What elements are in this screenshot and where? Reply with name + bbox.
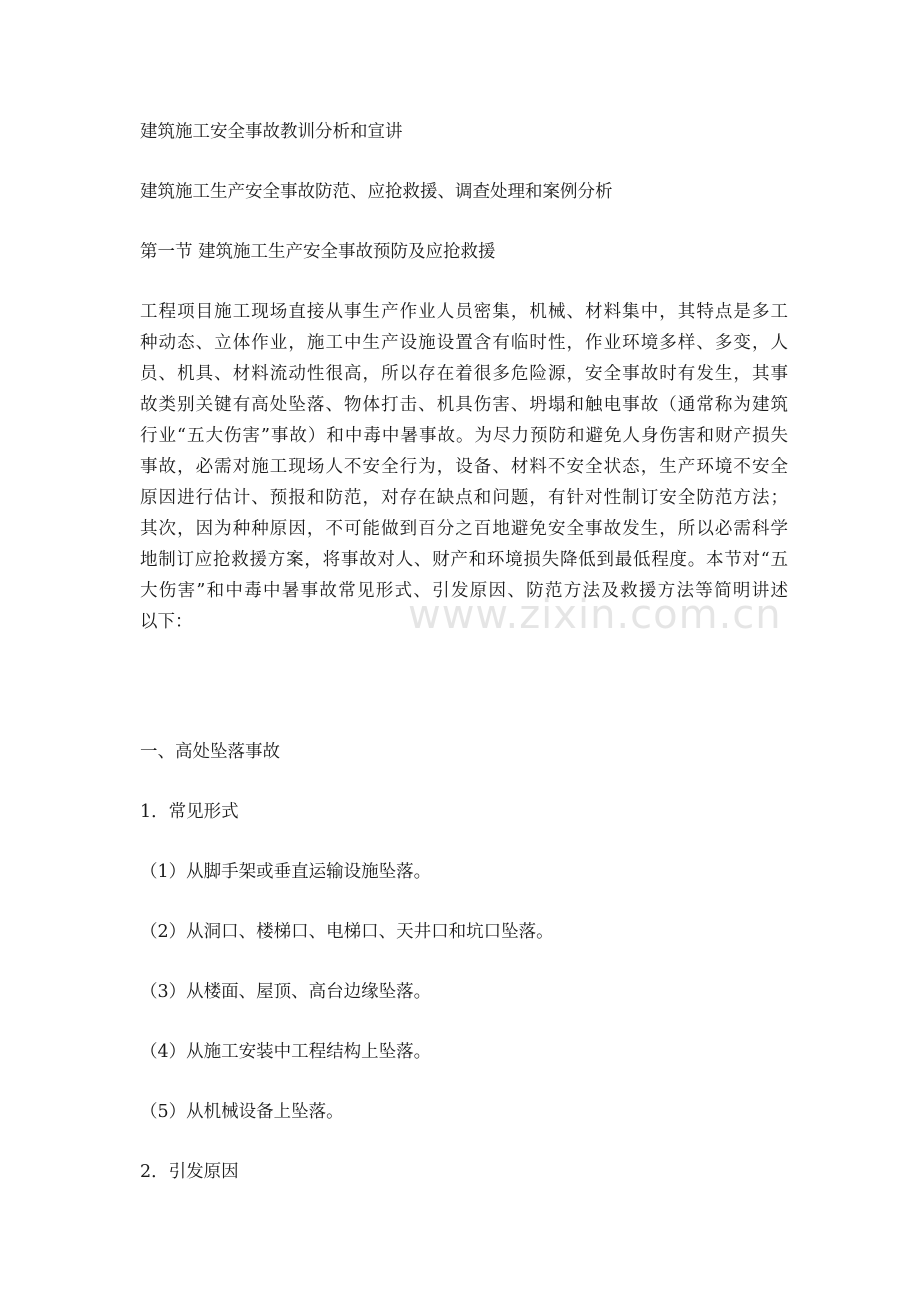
list-item: （5）从机械设备上坠落。 bbox=[140, 1102, 344, 1122]
list-item: （2）从洞口、楼梯口、电梯口、天井口和坑口坠落。 bbox=[140, 922, 554, 942]
watermark: www.zixin.com.cn bbox=[408, 592, 782, 638]
subheading-common-forms: 1．常见形式 bbox=[140, 802, 239, 822]
paragraph-line: 故类别关键有高处坠落、物体打击、机具伤害、坍塌和触电事故（通常称为建筑 bbox=[140, 395, 788, 415]
list-item: （4）从施工安装中工程结构上坠落。 bbox=[140, 1042, 432, 1062]
paragraph-line: 以下： bbox=[140, 612, 193, 632]
paragraph-line: 地制订应抢救援方案，将事故对人、财产和环境损失降低到最低程度。本节对“五 bbox=[140, 550, 788, 570]
paragraph-line: 员、机具、材料流动性很高，所以存在着很多危险源，安全事故时有发生，其事 bbox=[140, 364, 788, 384]
list-item: （1）从脚手架或垂直运输设施坠落。 bbox=[140, 862, 432, 882]
paragraph-line: 种动态、立体作业，施工中生产设施设置含有临时性，作业环境多样、多变，人 bbox=[140, 333, 788, 353]
paragraph-line: 其次，因为种种原因，不可能做到百分之百地避免安全事故发生，所以必需科学 bbox=[140, 519, 788, 539]
paragraph-line: 行业“五大伤害”事故）和中毒中暑事故。为尽力预防和避免人身伤害和财产损失 bbox=[140, 426, 788, 446]
subheading-causes: 2．引发原因 bbox=[140, 1162, 239, 1182]
intro-paragraph bbox=[140, 297, 788, 638]
paragraph-line: 工程项目施工现场直接从事生产作业人员密集，机械、材料集中，其特点是多工 bbox=[140, 302, 788, 322]
document-subtitle: 建筑施工生产安全事故防范、应抢救援、调查处理和案例分析 bbox=[140, 182, 613, 202]
paragraph-line: 原因进行估计、预报和防范，对存在缺点和问题，有针对性制订安全防范方法； bbox=[140, 488, 788, 508]
paragraph-line: 事故，必需对施工现场人不安全行为，设备、材料不安全状态，生产环境不安全 bbox=[140, 457, 788, 477]
paragraph-line: 大伤害”和中毒中暑事故常见形式、引发原因、防范方法及救援方法等简明讲述 bbox=[140, 581, 788, 601]
section-heading: 第一节 建筑施工生产安全事故预防及应抢救援 bbox=[140, 242, 496, 262]
list-item: （3）从楼面、屋顶、高台边缘坠落。 bbox=[140, 982, 432, 1002]
heading-falls-from-height: 一、高处坠落事故 bbox=[140, 742, 280, 762]
document-title: 建筑施工安全事故教训分析和宣讲 bbox=[140, 122, 403, 142]
